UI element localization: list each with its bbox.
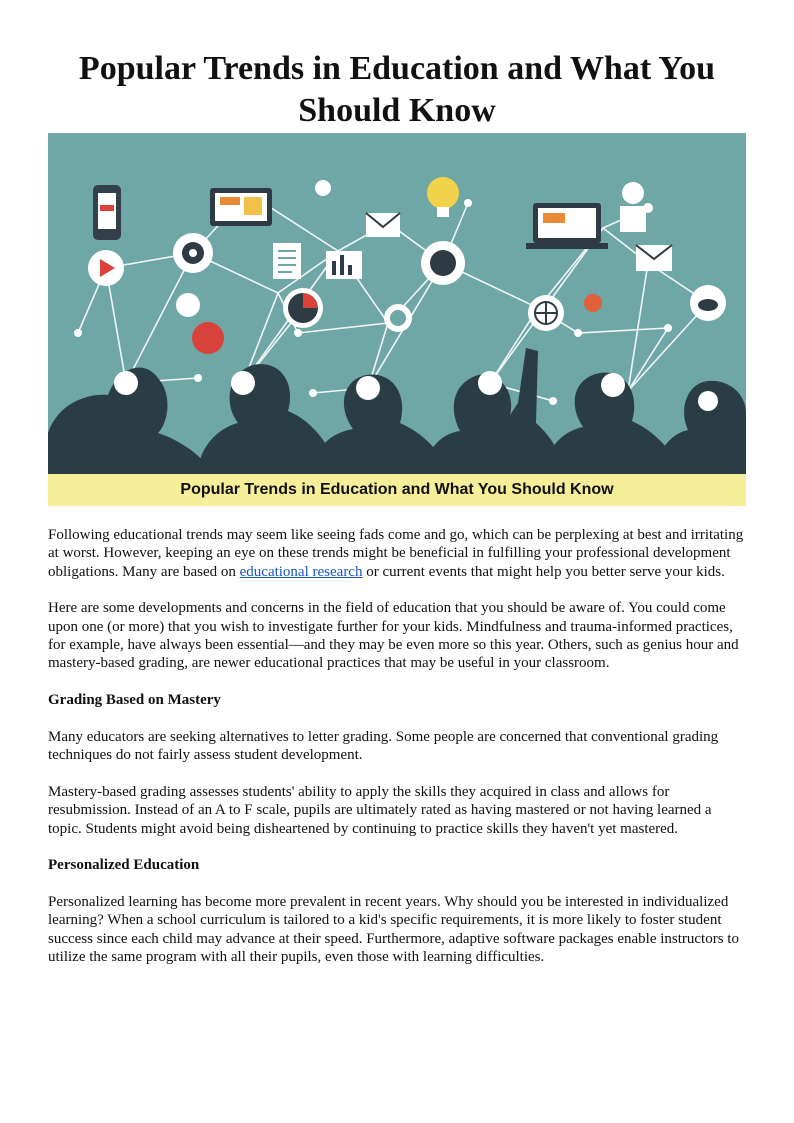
person-icon xyxy=(622,182,644,204)
personalized-paragraph-1: Personalized learning has become more prevalent in recent years. Why should you be interested in individualized learning? When a school curriculum is tailored to a kid's specific requirements, it is more likely to foster student success since each child may advance at their speed. Furthermore, adaptive software packages enable instructors to utilize the same program with all their pupils, even those with learning difficulties. xyxy=(48,894,739,966)
intro-paragraph-1 xyxy=(48,526,748,581)
telephone-icon xyxy=(315,180,331,196)
page-title: Popular Trends in Education and What You Should Know xyxy=(78,50,716,129)
document-icon xyxy=(273,243,301,279)
intro-text: Following educational trends may seem like seeing fads come and go, which can be perplexing at best and irritating at worst. However, keeping an eye on these trends might be beneficial in fulfilling your professional development obligations. Many are based on xyxy=(48,527,744,580)
section-heading-personalized: Personalized Education xyxy=(48,857,200,874)
mastery-paragraph-1: Many educators are seeking alternatives to letter grading. Some people are concerned that conventional grading techniques do not fairly assess student development. xyxy=(48,728,719,764)
mastery-paragraph-2: Mastery-based grading assesses students' ability to apply the skills they acquired in class and allows for resubmission. Instead of an A to F scale, pupils are ultimately rated as having mastered or not having learned a topic. Students might avoid being disheartened by continuing to practice skills they haven't yet mastered. xyxy=(48,783,712,837)
section-heading-mastery: Grading Based on Mastery xyxy=(48,692,221,709)
education-network-illustration xyxy=(48,133,746,474)
hero-image xyxy=(48,133,746,506)
intro-paragraph-2: Here are some developments and concerns in the field of education that you should be aware of. You could come upon one (or more) that you wish to investigate further for your kids. Mindfulness and trauma-informed practices, for example, have always been essential—and they may be even more so this year. Others, such as genius hour and mastery-based grading, are newer educational practices that may be useful in your classroom. xyxy=(48,600,739,672)
hero-banner: Popular Trends in Education and What You Should Know xyxy=(48,474,746,506)
lightbulb-icon xyxy=(427,177,459,209)
student-silhouettes xyxy=(48,348,746,474)
educational-research-link[interactable]: educational research xyxy=(239,563,363,580)
speech-bubble-icon xyxy=(192,322,224,354)
intro-text-end: or current events that might help you better serve your kids. xyxy=(362,563,725,580)
article-body xyxy=(48,526,748,985)
